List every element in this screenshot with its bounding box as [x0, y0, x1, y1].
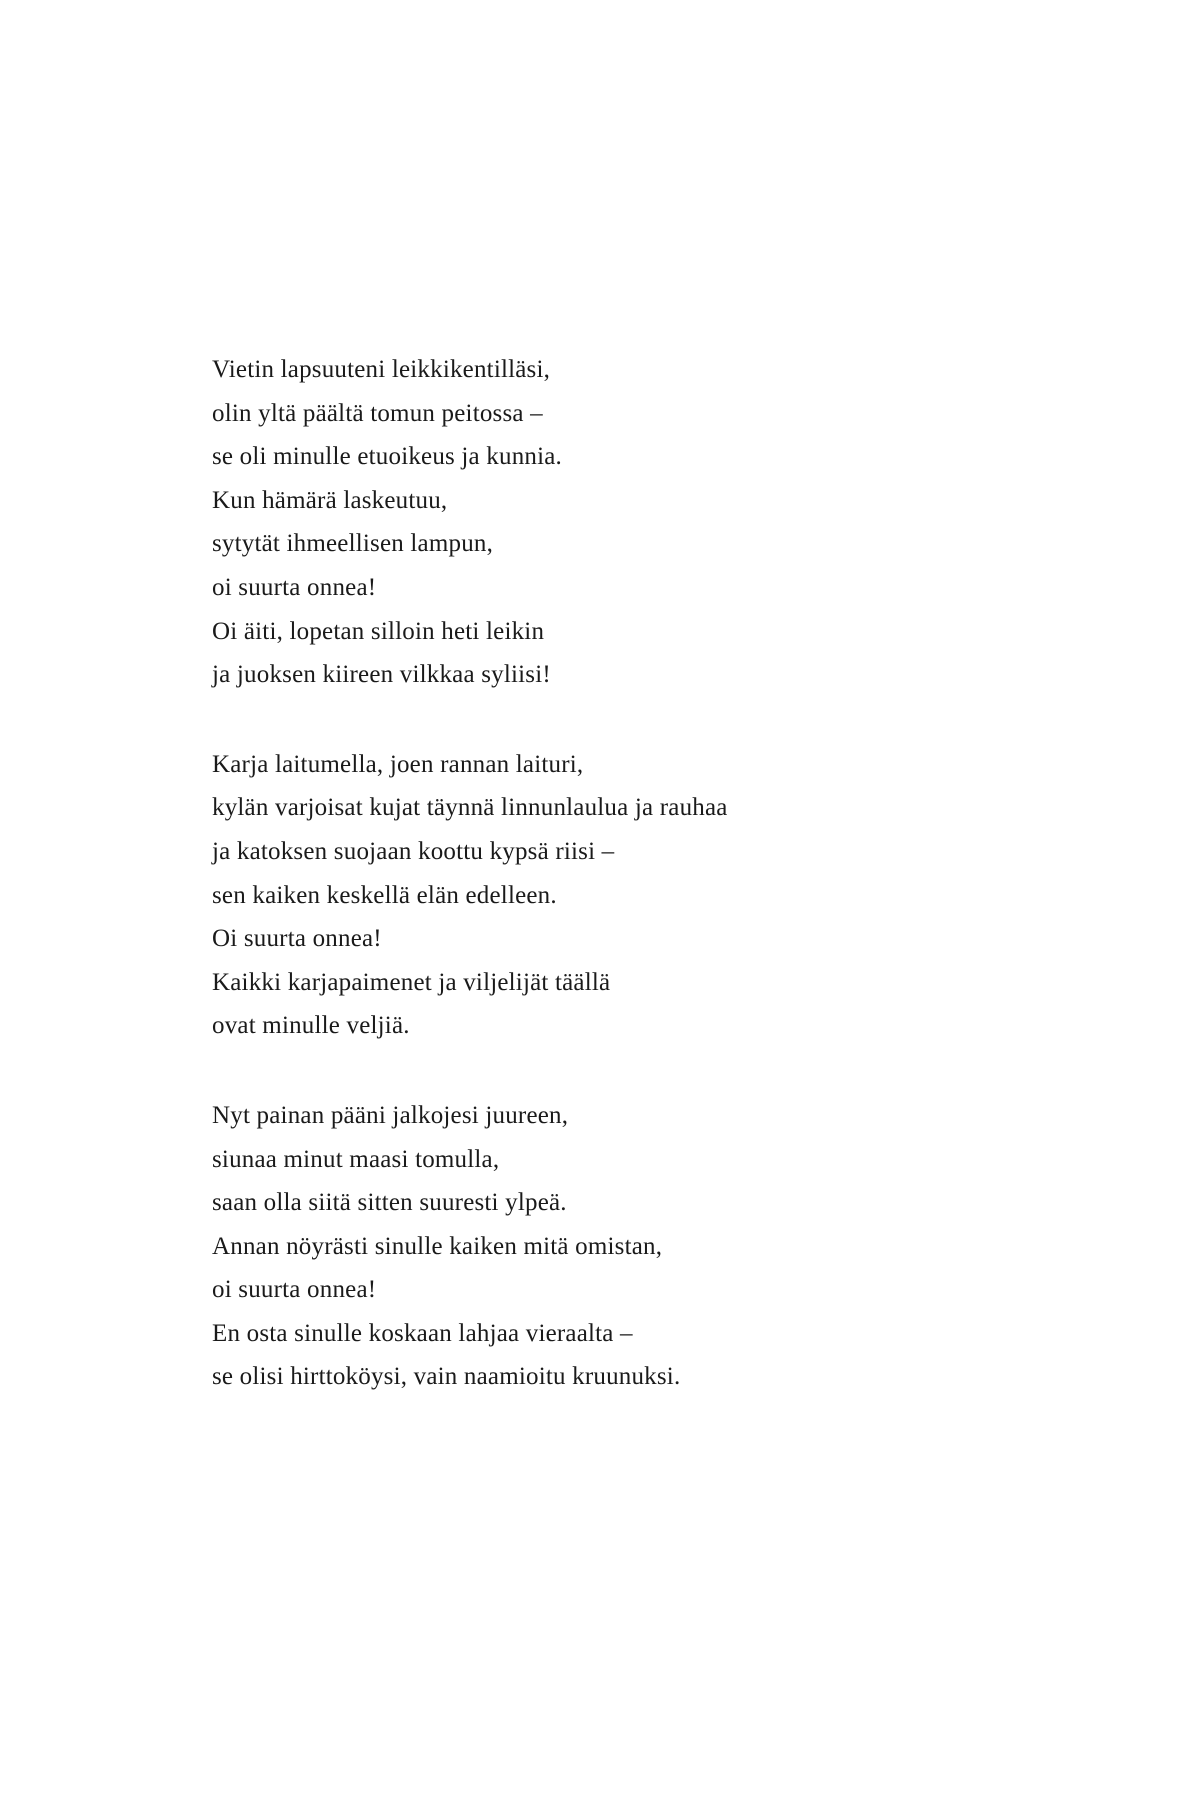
poem-line: siunaa minut maasi tomulla,: [212, 1145, 500, 1173]
poem-line: Kun hämärä laskeutuu,: [212, 486, 448, 514]
poem-line: saan olla siitä sitten suuresti ylpeä.: [212, 1189, 567, 1217]
poem-line: Annan nöyrästi sinulle kaiken mitä omistan,: [212, 1232, 663, 1260]
poem-line: Nyt painan pääni jalkojesi juureen,: [212, 1101, 569, 1129]
poem-line: Vietin lapsuuteni leikkikentilläsi,: [212, 356, 551, 383]
poem-line: kylän varjoisat kujat täynnä linnunlaulua ja rauhaa: [212, 794, 728, 822]
poem-line: se olisi hirttoköysi, vain naamioitu kruunuksi.: [212, 1363, 681, 1391]
poem-line: En osta sinulle koskaan lahjaa vieraalta –: [212, 1319, 633, 1347]
poem: [212, 348, 1112, 1399]
poem-line: oi suurta onnea!: [212, 1276, 377, 1304]
poem-line: oi suurta onnea!: [212, 573, 377, 601]
stanza-2: [212, 743, 1112, 1048]
poem-line: olin yltä päältä tomun peitossa –: [212, 399, 543, 427]
poem-line: ovat minulle veljiä.: [212, 1012, 410, 1040]
stanza-3: [212, 1094, 1112, 1399]
poem-line: ja juoksen kiireen vilkkaa syliisi!: [212, 661, 551, 689]
poem-line: Oi äiti, lopetan silloin heti leikin: [212, 617, 545, 645]
stanza-1: [212, 348, 1112, 697]
poem-line: ja katoksen suojaan koottu kypsä riisi –: [212, 837, 615, 865]
poem-line: sen kaiken keskellä elän edelleen.: [212, 881, 557, 909]
poem-line: sytytät ihmeellisen lampun,: [212, 530, 494, 558]
poem-line: Oi suurta onnea!: [212, 925, 382, 953]
poem-line: Kaikki karjapaimenet ja viljelijät täällä: [212, 968, 611, 996]
poem-line: Karja laitumella, joen rannan laituri,: [212, 750, 584, 778]
poem-line: se oli minulle etuoikeus ja kunnia.: [212, 443, 562, 471]
